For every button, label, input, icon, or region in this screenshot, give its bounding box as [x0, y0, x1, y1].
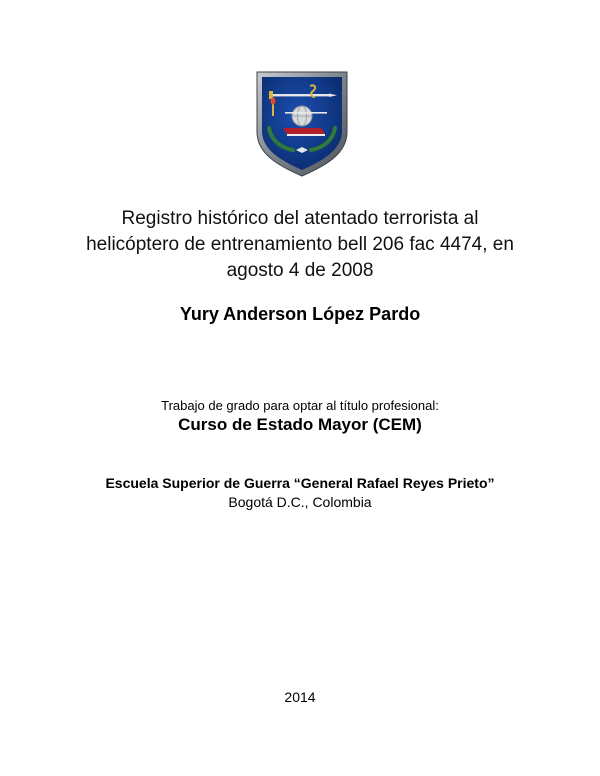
degree-name: Curso de Estado Mayor (CEM)	[178, 415, 422, 434]
title-line: agosto 4 de 2008	[226, 260, 374, 281]
publication-year: 2014	[284, 689, 316, 705]
author-name: Yury Anderson López Pardo	[179, 304, 421, 324]
institution-city: Bogotá D.C., Colombia	[228, 494, 372, 510]
document-title	[40, 206, 560, 284]
degree-label: Trabajo de grado para optar al título profesional:	[161, 398, 439, 413]
institution-name: Escuela Superior de Guerra “General Rafael Reyes Prieto”	[105, 475, 495, 491]
military-school-crest-icon	[255, 70, 349, 178]
title-line: helicóptero de entrenamiento bell 206 fac 4474, en	[86, 234, 514, 255]
title-line: Registro histórico del atentado terrorista al	[121, 208, 479, 229]
